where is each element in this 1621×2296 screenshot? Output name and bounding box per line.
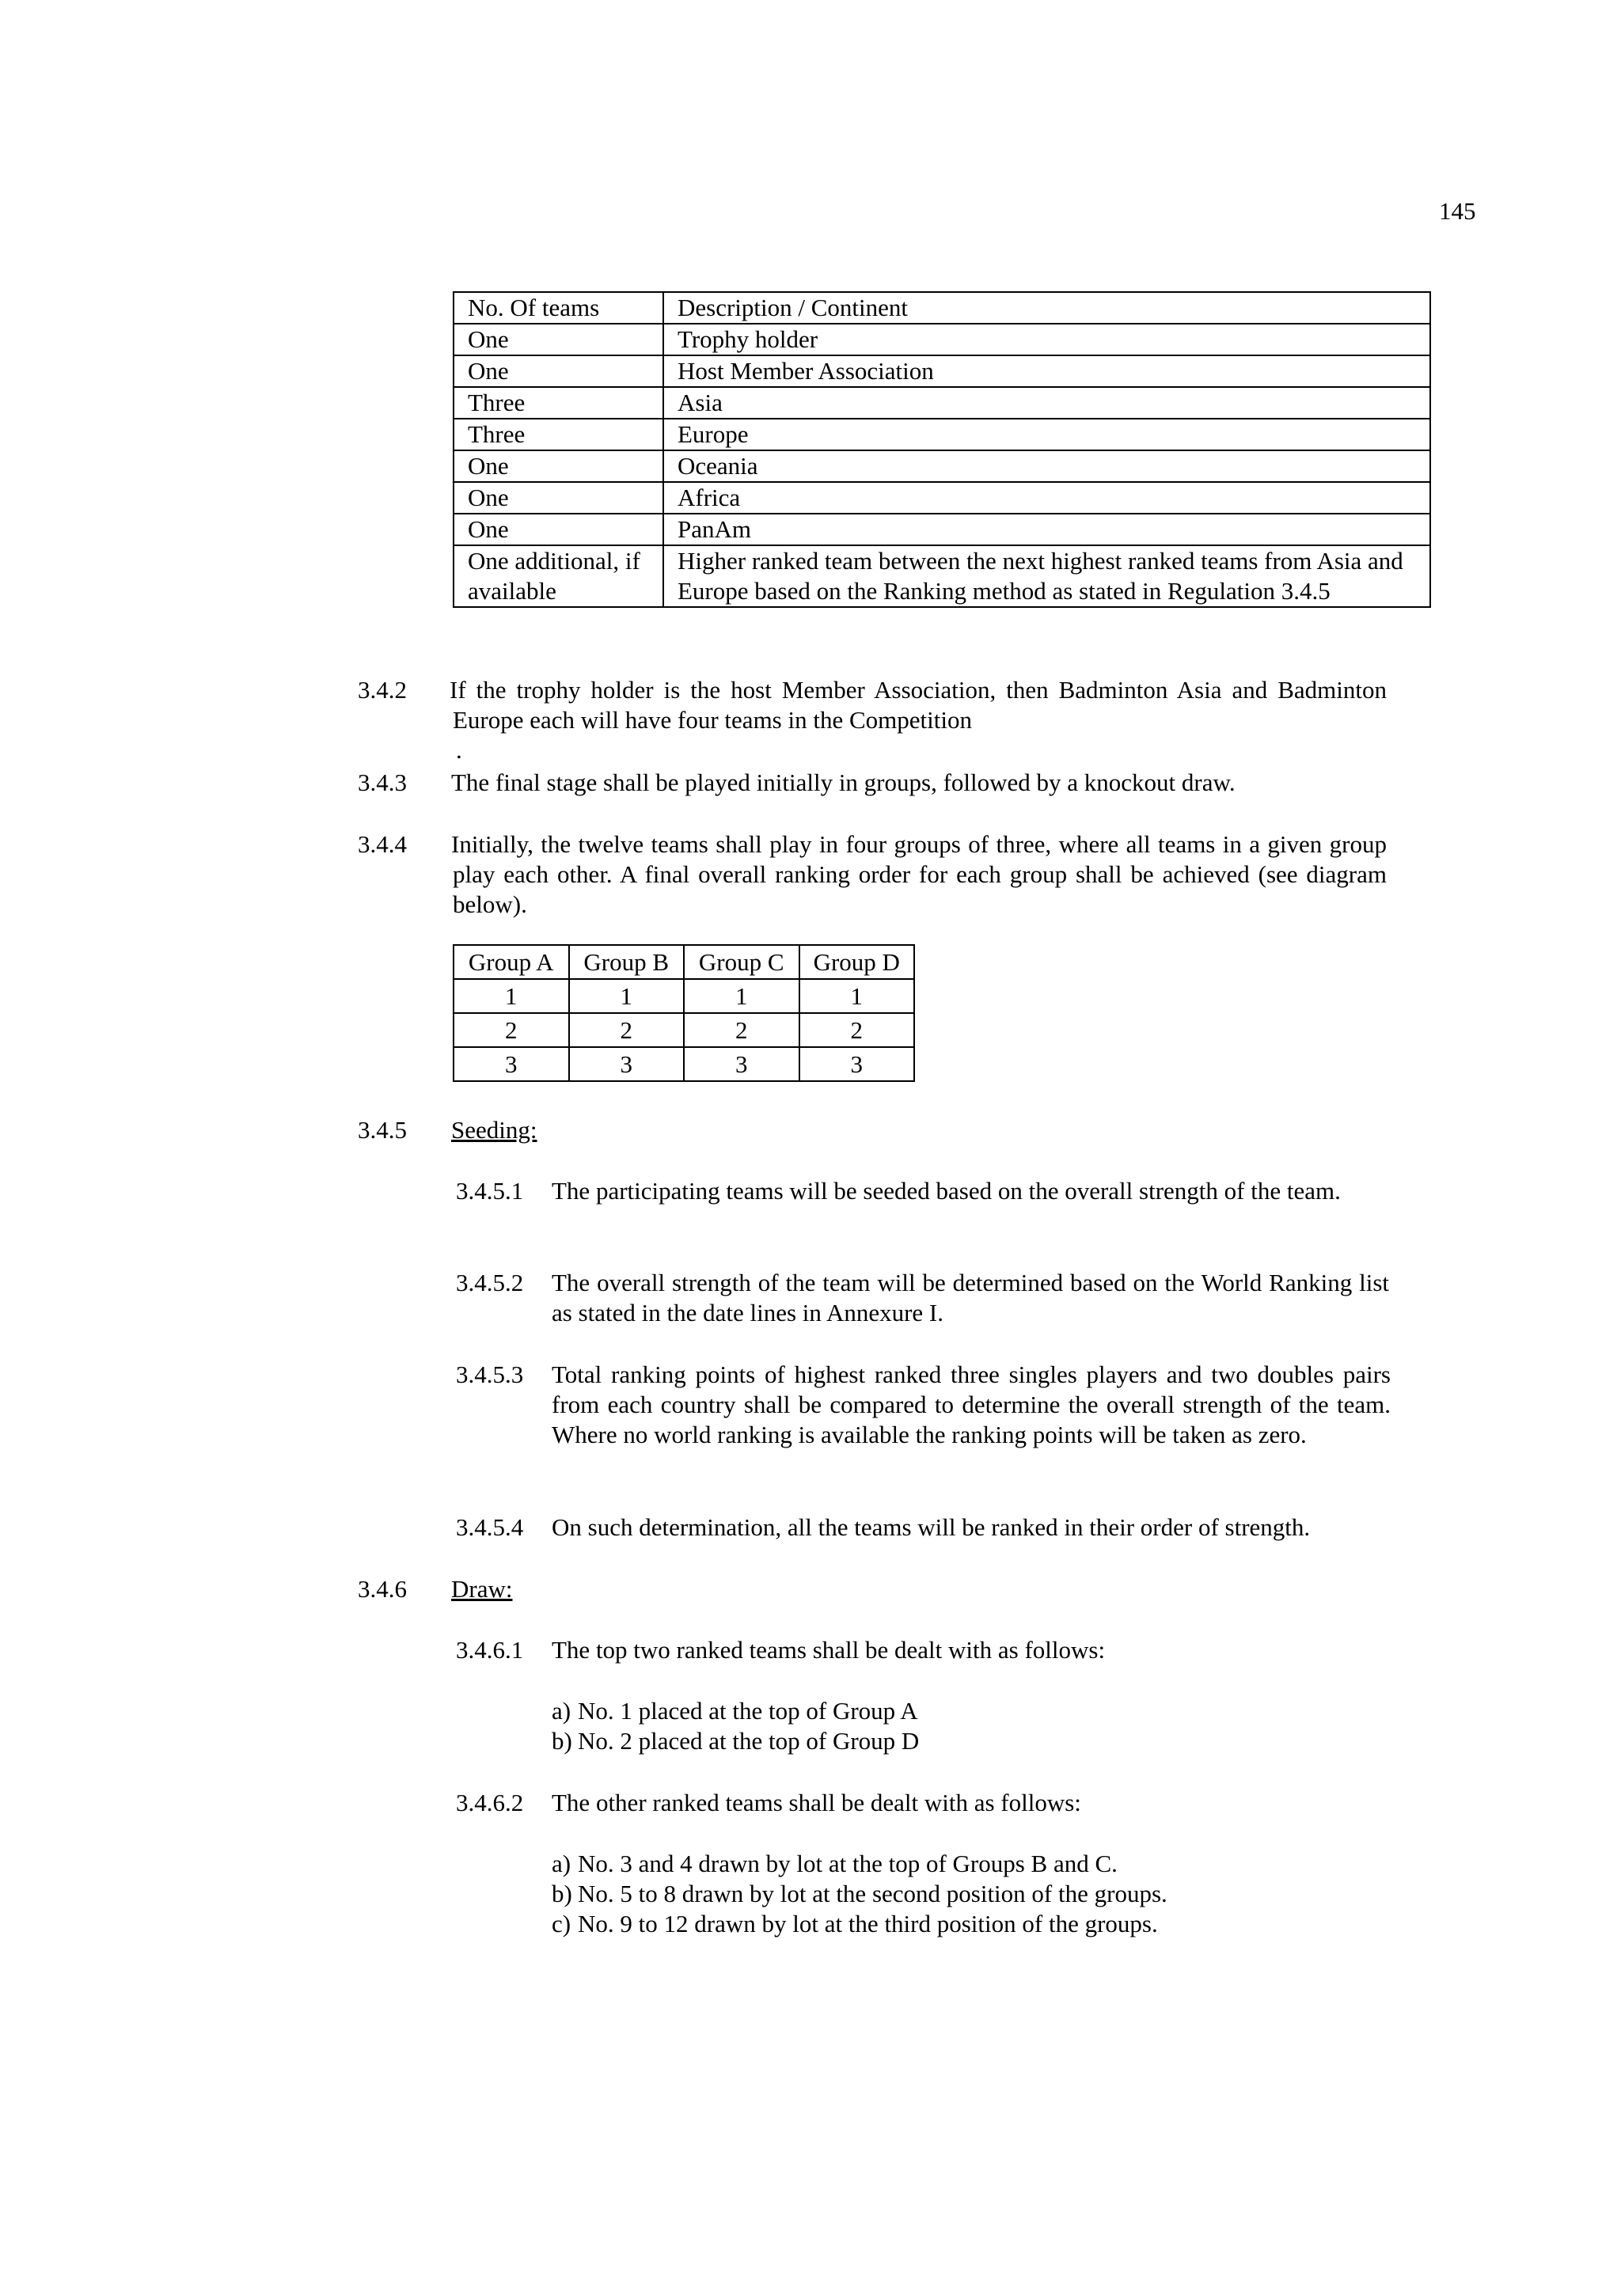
table-row (454, 355, 1430, 387)
table-row (454, 482, 1430, 514)
list-item (552, 1909, 1158, 1939)
section-number: 3.4.2 (358, 676, 407, 704)
subsection-number: 3.4.5.1 (456, 1177, 524, 1205)
table-cell: Europe (663, 419, 1430, 450)
subsection-number: 3.4.5.3 (456, 1361, 524, 1388)
table-cell: Three (454, 419, 663, 450)
section-number: 3.4.4 (358, 830, 407, 858)
paragraph-3-4-2 (450, 675, 1387, 735)
table-header-row (454, 945, 914, 979)
table-cell: Three (454, 387, 663, 419)
table-cell: 2 (799, 1013, 915, 1047)
page-number: 145 (1439, 197, 1476, 225)
subsection-number: 3.4.5.2 (456, 1269, 524, 1296)
list-item (552, 1849, 1118, 1879)
table-cell: Higher ranked team between the next highest ranked teams from Asia and Europe based on the Ranking method as stated in Regulation 3.4.5 (663, 545, 1430, 607)
subsection-number: 3.4.6.2 (456, 1789, 524, 1816)
list-item (552, 1696, 918, 1726)
subsection-number: 3.4.5.4 (456, 1513, 524, 1541)
table-header-cell: Group A (454, 945, 569, 979)
paragraph-text: If the trophy holder is the host Member Association, then Badminton Asia and Badminton Europe each will have four teams in the Competition (450, 676, 1387, 734)
section-number: 3.4.3 (358, 768, 407, 796)
section-number: 3.4.6 (358, 1575, 407, 1603)
groups-table (453, 944, 915, 1082)
table-header-cell: Group D (799, 945, 915, 979)
table-cell: 2 (684, 1013, 799, 1047)
table-cell: Asia (663, 387, 1430, 419)
list-item-letter: b) (552, 1727, 572, 1755)
paragraph-3-4-5-1: The participating teams will be seeded based on the overall strength of the team. (552, 1177, 1341, 1205)
table-cell: One (454, 355, 663, 387)
table-row (454, 324, 1430, 355)
list-item (552, 1726, 919, 1756)
table-cell: 1 (684, 979, 799, 1013)
list-item-letter: a) (552, 1697, 571, 1725)
list-item-letter: a) (552, 1850, 571, 1877)
table-header-row (454, 292, 1430, 324)
section-heading-seeding: Seeding: (451, 1116, 537, 1144)
section-number: 3.4.5 (358, 1116, 407, 1144)
list-item-letter: b) (552, 1880, 572, 1907)
table-row (454, 545, 1430, 607)
list-item-text: No. 2 placed at the top of Group D (578, 1727, 920, 1755)
table-cell: Trophy holder (663, 324, 1430, 355)
table-cell: 1 (569, 979, 685, 1013)
table-header-cell: Group B (569, 945, 685, 979)
table-cell: 3 (569, 1047, 685, 1081)
paragraph-trailing-dot: . (456, 736, 462, 764)
table-row (454, 1013, 914, 1047)
table-cell: One (454, 514, 663, 545)
list-item-letter: c) (552, 1910, 571, 1937)
table-cell: 1 (454, 979, 569, 1013)
paragraph-3-4-6-2: The other ranked teams shall be dealt with as follows: (552, 1789, 1081, 1816)
table-cell: One (454, 482, 663, 514)
table-row (454, 514, 1430, 545)
paragraph-3-4-6-1: The top two ranked teams shall be dealt with as follows: (552, 1636, 1106, 1664)
paragraph-3-4-5-4: On such determination, all the teams will be ranked in their order of strength. (552, 1513, 1311, 1541)
table-row (454, 387, 1430, 419)
table-row (454, 1047, 914, 1081)
subsection-number: 3.4.6.1 (456, 1636, 524, 1664)
table-cell: 2 (454, 1013, 569, 1047)
paragraph-3-4-5-2: The overall strength of the team will be determined based on the World Ranking list as stated in the date lines in Annexure I. (552, 1269, 1389, 1326)
table-cell: 3 (684, 1047, 799, 1081)
paragraph-3-4-5-3: Total ranking points of highest ranked three singles players and two doubles pairs from each country shall be compared to determine the overall strength of the team. Where no world ranking is available the ranking points will be taken as zero. (552, 1361, 1391, 1448)
list-item-text: No. 5 to 8 drawn by lot at the second position of the groups. (578, 1880, 1167, 1907)
list-item-text: No. 9 to 12 drawn by lot at the third position of the groups. (578, 1910, 1158, 1937)
table-header-cell: Group C (684, 945, 799, 979)
list-item (552, 1879, 1167, 1909)
table-cell: 2 (569, 1013, 685, 1047)
table-cell: One additional, if available (454, 545, 663, 607)
table-cell: Africa (663, 482, 1430, 514)
table-cell: 1 (799, 979, 915, 1013)
section-heading-draw: Draw: (451, 1575, 513, 1603)
paragraph-3-4-4: Initially, the twelve teams shall play in four groups of three, where all teams in a given group play each other. A final overall ranking order for each group shall be achieved (see diagram below). (451, 830, 1387, 918)
paragraph-3-4-3: The final stage shall be played initially in groups, followed by a knockout draw. (451, 768, 1236, 796)
table-cell: Host Member Association (663, 355, 1430, 387)
table-header-cell: Description / Continent (663, 292, 1430, 324)
table-row (454, 979, 914, 1013)
table-row (454, 419, 1430, 450)
table-cell: One (454, 324, 663, 355)
table-row (454, 450, 1430, 482)
teams-table (453, 291, 1431, 608)
table-cell: 3 (799, 1047, 915, 1081)
list-item-text: No. 1 placed at the top of Group A (578, 1697, 918, 1725)
list-item-text: No. 3 and 4 drawn by lot at the top of Groups B and C. (578, 1850, 1118, 1877)
table-cell: PanAm (663, 514, 1430, 545)
table-cell: Oceania (663, 450, 1430, 482)
table-cell: 3 (454, 1047, 569, 1081)
table-header-cell: No. Of teams (454, 292, 663, 324)
table-cell: One (454, 450, 663, 482)
